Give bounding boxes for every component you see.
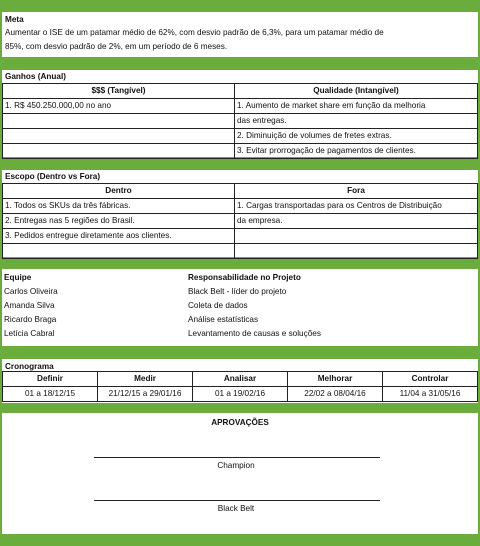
phase-medir: Medir	[98, 372, 193, 387]
table-cell: 2. Diminuição de volumes de fretes extras.	[235, 129, 478, 144]
table-cell	[3, 144, 235, 159]
member-role: Coleta de dados	[188, 301, 248, 310]
table-row	[3, 244, 478, 259]
phase-analisar: Analisar	[193, 372, 288, 387]
aprovacoes-title: APROVAÇÕES	[211, 418, 269, 427]
cronograma-phase-row	[3, 372, 478, 387]
table-cell: 1. Todos os SKUs da três fábricas.	[3, 199, 235, 214]
table-row	[3, 129, 478, 144]
table-cell: 3. Pedidos entregue diretamente aos clientes.	[3, 229, 235, 244]
member-name: Letícia Cabral	[4, 329, 55, 338]
phase-controlar: Controlar	[383, 372, 478, 387]
table-cell	[235, 229, 478, 244]
escopo-section	[2, 170, 478, 257]
cronograma-date-row	[3, 387, 478, 402]
date-medir: 21/12/15 a 29/01/16	[98, 387, 193, 402]
table-cell	[3, 114, 235, 129]
escopo-col-fora: Fora	[235, 184, 478, 199]
escopo-col-dentro: Dentro	[3, 184, 235, 199]
date-analisar: 01 a 19/02/16	[193, 387, 288, 402]
table-cell	[3, 129, 235, 144]
phase-definir: Definir	[3, 372, 98, 387]
equipe-header-row	[2, 271, 478, 285]
responsabilidade-title: Responsabilidade no Projeto	[188, 273, 301, 282]
member-name: Amanda Silva	[4, 301, 55, 310]
cronograma-section	[2, 359, 478, 403]
date-melhorar: 22/02 a 08/04/16	[288, 387, 383, 402]
table-row	[3, 214, 478, 229]
table-cell: das entregas.	[235, 114, 478, 129]
ganhos-col-tangivel: $$$ (Tangível)	[3, 84, 235, 99]
meta-title: Meta	[5, 15, 24, 24]
table-row	[3, 199, 478, 214]
signature-line-black-belt	[94, 500, 380, 501]
table-row	[2, 313, 478, 327]
escopo-title: Escopo (Dentro vs Fora)	[5, 172, 101, 181]
table-cell: 2. Entregas nas 5 regiões do Brasil.	[3, 214, 235, 229]
meta-line-2: 85%, com desvio padrão de 2%, em um período de 6 meses.	[5, 42, 228, 51]
signature-line-champion	[94, 457, 380, 458]
table-cell: 1. Aumento de market share em função da melhoria	[235, 99, 478, 114]
table-cell: da empresa.	[235, 214, 478, 229]
signature-label-black-belt: Black Belt	[217, 504, 255, 513]
date-definir: 01 a 18/12/15	[3, 387, 98, 402]
table-row	[3, 144, 478, 159]
escopo-table	[2, 183, 478, 259]
phase-melhorar: Melhorar	[288, 372, 383, 387]
member-name: Ricardo Braga	[4, 315, 57, 324]
cronograma-table	[2, 371, 478, 402]
ganhos-col-intangivel: Qualidade (Intangível)	[235, 84, 478, 99]
equipe-title: Equipe	[4, 273, 32, 282]
equipe-table	[2, 271, 478, 341]
table-cell: 1. R$ 450.250.000,00 no ano	[3, 99, 235, 114]
member-role: Análise estatísticas	[188, 315, 259, 324]
table-row	[2, 299, 478, 313]
signature-label-champion: Champion	[217, 461, 255, 470]
table-row	[3, 229, 478, 244]
aprovacoes-section	[2, 413, 478, 534]
meta-section	[2, 12, 478, 57]
escopo-header-row	[3, 184, 478, 199]
date-controlar: 11/04 a 31/05/16	[383, 387, 478, 402]
table-row	[3, 99, 478, 114]
table-cell	[235, 244, 478, 259]
ganhos-title: Ganhos (Anual)	[5, 72, 66, 81]
table-cell	[3, 244, 235, 259]
member-role: Levantamento de causas e soluções	[188, 329, 321, 338]
member-name: Carlos Oliveira	[4, 287, 58, 296]
ganhos-section	[2, 70, 478, 157]
table-cell: 3. Evitar prorrogação de pagamentos de clientes.	[235, 144, 478, 159]
equipe-section	[2, 269, 478, 346]
table-cell: 1. Cargas transportadas para os Centros de Distribuição	[235, 199, 478, 214]
member-role: Black Belt - líder do projeto	[188, 287, 287, 296]
table-row	[2, 327, 478, 341]
cronograma-title: Cronograma	[5, 362, 54, 371]
ganhos-header-row	[3, 84, 478, 99]
ganhos-table	[2, 83, 478, 159]
table-row	[3, 114, 478, 129]
table-row	[2, 285, 478, 299]
meta-line-1: Aumentar o ISE de um patamar médio de 62%, com desvio padrão de 6,3%, para um patamar médio de	[5, 28, 384, 37]
